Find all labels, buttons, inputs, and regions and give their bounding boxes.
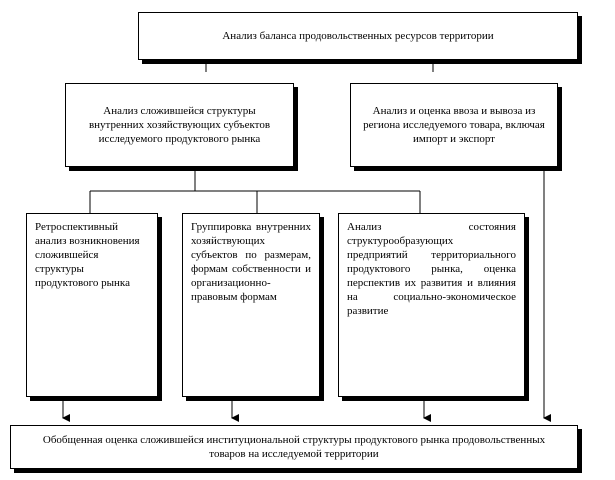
mid-left-box bbox=[65, 83, 294, 167]
column-2-box bbox=[182, 213, 320, 397]
column-1-text: Ретроспективный анализ возникновения сложившейся структуры продуктового рынка bbox=[35, 221, 140, 289]
mid-right-box bbox=[350, 83, 558, 167]
column-1-box bbox=[26, 213, 158, 397]
bottom-box-text: Обобщенная оценка сложившейся институциональной структуры продуктового рынка продовольственных товаров на исследуемой территории bbox=[42, 434, 546, 460]
top-box bbox=[138, 12, 578, 60]
column-2-text: Группировка внутренних хозяйствующих субъектов по размерам, формам собственности и организационно-правовым формам bbox=[191, 221, 311, 303]
mid-left-box-text: Анализ сложившейся структуры внутренних хозяйствующих субъектов исследуемого продуктового рынка bbox=[88, 105, 271, 145]
column-3-box bbox=[338, 213, 525, 397]
column-3-text: Анализ состояния структурообразующих предприятий территориального продуктового рынка, оценка перспектив их развития и влияния на социально-экономическое развитие bbox=[347, 221, 516, 317]
mid-right-box-text: Анализ и оценка ввоза и вывоза из региона исследуемого товара, включая импорт и экспорт bbox=[363, 105, 545, 145]
top-box-text: Анализ баланса продовольственных ресурсов территории bbox=[222, 30, 494, 42]
bottom-box bbox=[10, 425, 578, 469]
